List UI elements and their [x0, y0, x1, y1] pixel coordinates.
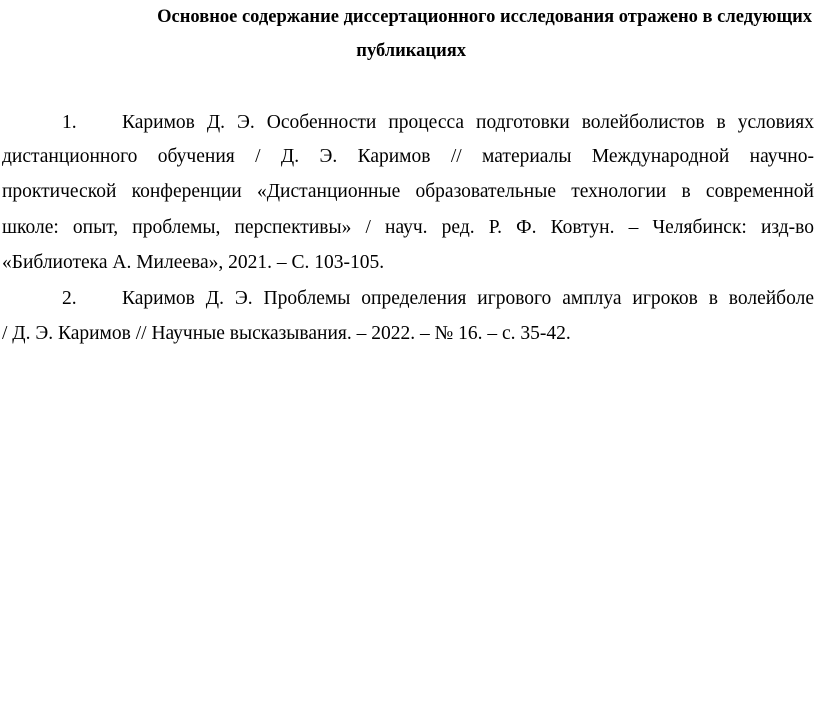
reference-2-number: 2.: [62, 288, 77, 309]
reference-1-line-2: дистанционного обучения / Д. Э. Каримов // материалы Международной научно-: [2, 146, 814, 167]
reference-1-line-1: Каримов Д. Э. Особенности процесса подготовки волейболистов в условиях: [122, 112, 814, 133]
reference-1-line-5: «Библиотека А. Милеева», 2021. – С. 103-105.: [2, 252, 385, 273]
reference-1-number: 1.: [62, 112, 77, 133]
reference-2-line-1: Каримов Д. Э. Проблемы определения игрового амплуа игроков в волейболе: [122, 288, 814, 309]
reference-2-line-2: / Д. Э. Каримов // Научные высказывания. – 2022. – № 16. – с. 35-42.: [2, 323, 571, 344]
reference-1-line-4: школе: опыт, проблемы, перспективы» / науч. ред. Р. Ф. Ковтун. – Челябинск: изд-во: [2, 217, 814, 238]
reference-1-line-3: проктической конференции «Дистанционные образовательные технологии в современной: [2, 181, 814, 202]
section-heading-line-2: публикациях: [356, 41, 466, 61]
section-heading-line-1: Основное содержание диссертационного исследования отражено в следующих: [157, 7, 812, 27]
